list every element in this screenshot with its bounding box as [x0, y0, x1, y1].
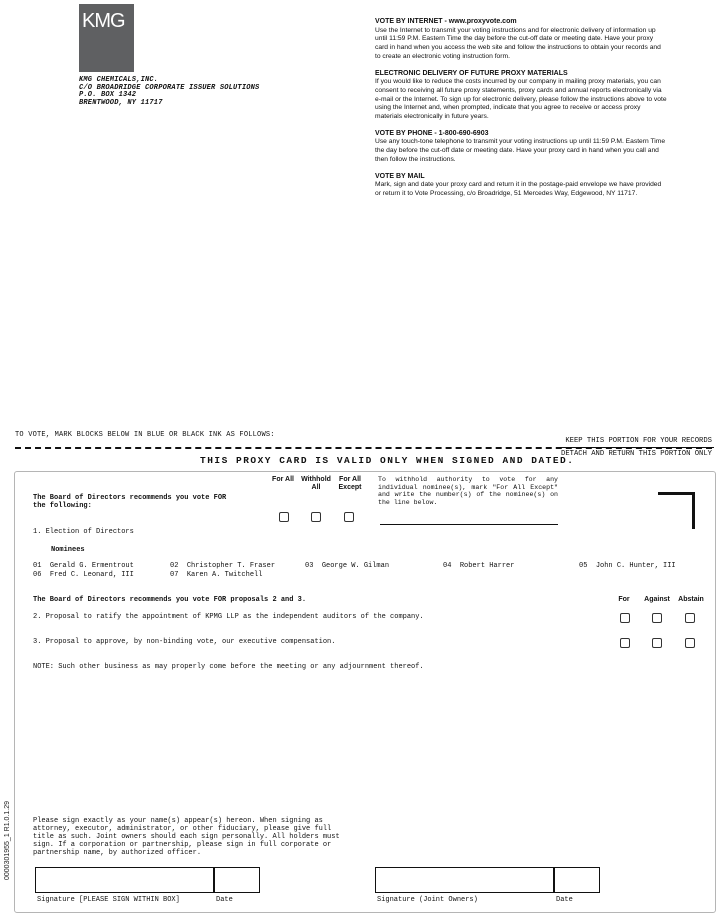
logo-text: KMG	[82, 10, 125, 32]
proposal-2-against-checkbox[interactable]	[652, 613, 662, 623]
proposal-3-abstain-checkbox[interactable]	[685, 638, 695, 648]
nominee-number: 05	[579, 562, 588, 570]
instruction-title: VOTE BY INTERNET - www.proxyvote.com	[375, 18, 517, 25]
proposal-2-for-checkbox[interactable]	[620, 613, 630, 623]
nominee-03	[305, 562, 389, 570]
for-all-except-checkbox[interactable]	[344, 512, 354, 522]
nominee-name: Karen A. Twitchell	[186, 571, 263, 579]
instruction-title: ELECTRONIC DELIVERY OF FUTURE PROXY MATERIALS	[375, 69, 568, 77]
nominee-name: George W. Gilman	[321, 562, 390, 570]
nominee-name: Robert Harrer	[459, 562, 515, 570]
nominee-name: Fred C. Leonard, III	[49, 571, 134, 579]
nominee-number: 03	[305, 562, 314, 570]
address-line: C/O BROADRIDGE CORPORATE ISSUER SOLUTIONS	[79, 83, 260, 92]
instruction-title: VOTE BY PHONE - 1-800-690-6903	[375, 129, 489, 137]
nominee-number: 02	[170, 562, 179, 570]
corner-mark	[658, 492, 695, 529]
withhold-note: To withhold authority to vote for any individual nominee(s), mark "For All Except" and write the number(s) of the nominee(s) on the line below.	[378, 476, 558, 506]
address-line: KMG CHEMICALS,INC.	[79, 76, 159, 84]
proposal-2: 2. Proposal to ratify the appointment of KPMG LLP as the independent auditors of the company.	[33, 613, 424, 621]
nominee-name: Gerald G. Ermentrout	[49, 562, 134, 570]
board-recommendation-2: The Board of Directors recommends you vote FOR proposals 2 and 3.	[33, 596, 307, 604]
keep-portion-text: KEEP THIS PORTION FOR YOUR RECORDS	[565, 437, 712, 445]
joint-date-box[interactable]	[553, 867, 600, 893]
signature-label: Signature [PLEASE SIGN WITHIN BOX]	[37, 896, 180, 904]
nominee-name: John C. Hunter, III	[595, 562, 676, 570]
proposal-2-abstain-checkbox[interactable]	[685, 613, 695, 623]
note-text: NOTE: Such other business as may properly come before the meeting or any adjournment thereof.	[33, 663, 424, 671]
col-for-all-except: For All Except	[338, 476, 362, 491]
nominee-04	[443, 562, 514, 570]
nominee-07	[170, 571, 262, 579]
date-box[interactable]	[213, 867, 260, 893]
date-label: Date	[216, 896, 233, 904]
nominee-number-line[interactable]	[380, 524, 558, 525]
proposal-3-for-checkbox[interactable]	[620, 638, 630, 648]
col-for-all: For All	[272, 476, 294, 483]
nominee-05	[579, 562, 676, 570]
valid-notice: THIS PROXY CARD IS VALID ONLY WHEN SIGNED AND DATED.	[200, 455, 575, 466]
nominee-number: 01	[33, 562, 42, 570]
col-abstain: Abstain	[678, 596, 704, 603]
nominee-number: 07	[170, 571, 179, 579]
instruction-body: Use any touch-tone telephone to transmit your voting instructions up until 11:59 P.M. Eastern Time the day before the cut-off date or meeting date. Have your proxy card in hand when you call and then follow the instructions.	[375, 138, 666, 163]
instruction-body: Use the Internet to transmit your voting instructions and for electronic delivery of information up until 11:59 P.M. Eastern Time the day before the cut-off date or meeting date. Have your proxy card in hand when you access the web site and follow the instructions to obtain your records and to create an electronic voting instruction form.	[375, 26, 661, 60]
nominee-number: 04	[443, 562, 452, 570]
board-recommendation-1: The Board of Directors recommends you vote FOR the following:	[33, 494, 227, 510]
joint-date-label: Date	[556, 896, 573, 904]
nominee-02	[170, 562, 275, 570]
proposal-3: 3. Proposal to approve, by non-binding vote, our executive compensation.	[33, 638, 336, 646]
nominee-number: 06	[33, 571, 42, 579]
col-for: For	[618, 596, 630, 603]
to-vote-text: TO VOTE, MARK BLOCKS BELOW IN BLUE OR BLACK INK AS FOLLOWS:	[15, 431, 275, 439]
col-withhold-all: Withhold All	[301, 476, 331, 491]
sign-instructions: Please sign exactly as your name(s) appear(s) hereon. When signing as attorney, executor, administrator, or other fiduciary, please give full title as such. Joint owners should each sign personally. All holders must sign. If a corporation or partnership, please sign in full corporate or partnership name, by authorized officer.	[33, 817, 340, 857]
detach-portion-text: DETACH AND RETURN THIS PORTION ONLY	[561, 450, 712, 458]
nominee-name: Christopher T. Fraser	[186, 562, 276, 570]
joint-signature-box[interactable]	[375, 867, 555, 893]
col-against: Against	[644, 596, 670, 603]
withhold-all-checkbox[interactable]	[311, 512, 321, 522]
for-all-checkbox[interactable]	[279, 512, 289, 522]
voting-instructions	[375, 18, 667, 207]
address-line: BRENTWOOD, NY 11717	[79, 98, 163, 107]
proposal-3-against-checkbox[interactable]	[652, 638, 662, 648]
nominee-06	[33, 571, 134, 579]
nominees-label: Nominees	[51, 546, 85, 554]
item-election-of-directors: 1. Election of Directors	[33, 528, 134, 536]
instruction-body: Mark, sign and date your proxy card and return it in the postage-paid envelope we have provided or return it to Vote Processing, c/o Broadridge, 51 Mercedes Way, Edgewood, NY 11717.	[375, 181, 662, 197]
nominee-01	[33, 562, 134, 570]
joint-signature-label: Signature (Joint Owners)	[377, 896, 478, 904]
side-code: 0000301955_1 R1.0.1.29	[4, 800, 11, 880]
instruction-body: If you would like to reduce the costs incurred by our company in mailing proxy materials, you can consent to receiving all future proxy statements, proxy cards and annual reports electronically via e-mail or the Internet. To sign up for electronic delivery, please follow the instructions above to vote using the Internet and, when prompted, indicate that you agree to receive or access proxy materials electronically in future years.	[375, 78, 667, 121]
company-logo	[79, 4, 134, 72]
detach-line	[15, 447, 712, 449]
mailing-address	[79, 77, 259, 107]
instruction-title: VOTE BY MAIL	[375, 172, 425, 180]
signature-box[interactable]	[35, 867, 215, 893]
address-line: P.O. BOX 1342	[79, 91, 137, 100]
